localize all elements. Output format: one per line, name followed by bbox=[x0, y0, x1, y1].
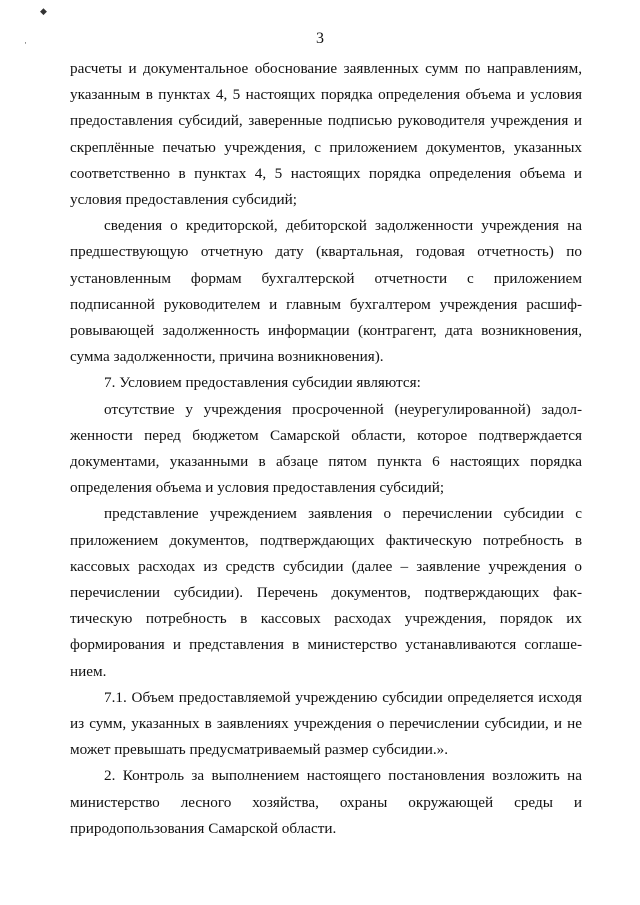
paragraph-no-overdue-debt: отсутствие у учреждения просроченной (неурегулированной) задолженности перед бюджетом Самарской области, которое подтверждается документами, указанными в абзаце пятом пункта 6 настоящих порядка определения объема и условия предоставления субсидий; bbox=[70, 400, 582, 497]
page-number: 3 bbox=[316, 30, 324, 47]
paragraph-item-7-1: 7.1. Объем предоставляемой учреждению субсидии определяется исходя из сумм, указанных в заявлениях учреждения о перечислении субсидии, и не может превышать предусматриваемый размер субсидии.». bbox=[70, 688, 582, 759]
paragraph-debt-info: сведения о кредиторской, дебиторской задолженности учреждения на предшествующую отчетную дату (квартальная, годовая отчетность) по установленным формам бухгалтерской отчетности с приложением подписанной руководителем и главным бухгалтером учреждения расшифровывающей задолженность информации (контрагент, дата возникновения, сумма задолженности, причина возникновения). bbox=[70, 217, 582, 366]
scan-artifact-mark: ◆ bbox=[40, 6, 47, 16]
paragraph-item-7: 7. Условием предоставления субсидии являются: bbox=[104, 374, 421, 392]
paragraph-application: представление учреждением заявления о перечислении субсидии с приложением документов, подтверждающих фактическую потребность в кассовых расходах из средств субсидии (далее – заявление учреждения о перечислении субсидии). Перечень документов, подтверждающих фактическую потребность в кассовых расходах учреждения, порядок их формирования и представления в министерство устанавливаются соглашением. bbox=[70, 505, 582, 680]
scan-artifact-dot: · bbox=[24, 38, 27, 48]
paragraph-control: 2. Контроль за выполнением настоящего постановления возложить на министерство лесного хозяйства, охраны окружающей среды и природопользования Самарской области. bbox=[70, 767, 582, 837]
document-body bbox=[70, 56, 582, 842]
paragraph-calculations: расчеты и документальное обоснование заявленных сумм по направлениям, указанным в пунктах 4, 5 настоящих порядка определения объема и условия предоставления субсидий, заверенные подписью руководителя учреждения и скреплённые печатью учреждения, с приложением документов, указанных соответственно в пунктах 4, 5 настоящих порядка определения объема и условия предоставления субсидий; bbox=[70, 60, 582, 209]
